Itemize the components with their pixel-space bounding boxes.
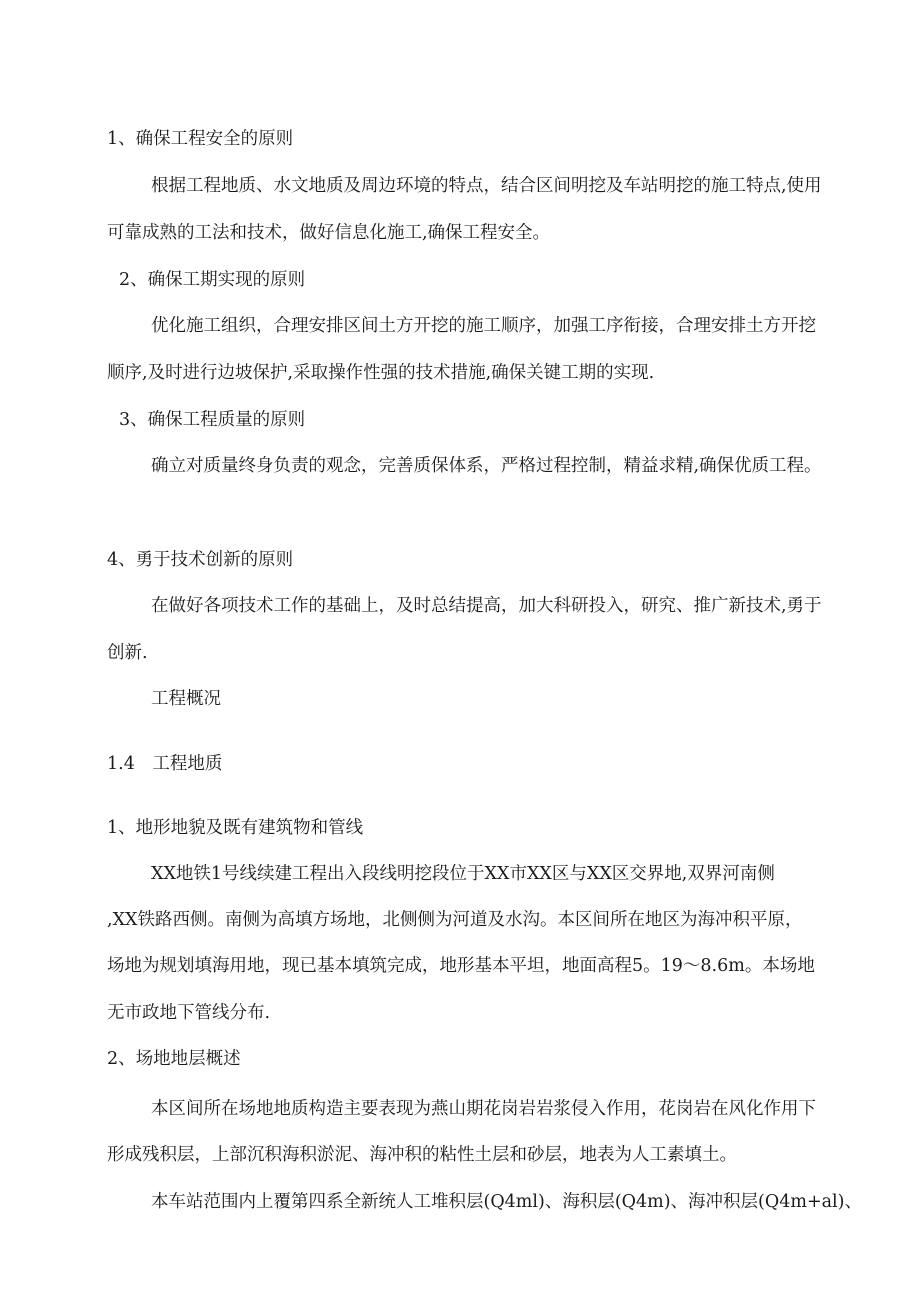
paragraph-line: 场地为规划填海用地，现已基本填筑完成，地形基本平坦，地面高程5。19～8.6m。本场地 — [107, 956, 815, 976]
paragraph-line: 确立对质量终身负责的观念，完善质保体系，严格过程控制，精益求精,确保优质工程。 — [151, 456, 822, 476]
heading-innovation-principle: 4、勇于技术创新的原则 — [107, 550, 294, 570]
paragraph-line: 根据工程地质、水文地质及周边环境的特点，结合区间明挖及车站明挖的施工特点,使用 — [151, 176, 822, 196]
heading-quality-principle: 3、确保工程质量的原则 — [119, 410, 306, 430]
section-heading-project-overview: 工程概况 — [151, 689, 221, 709]
heading-schedule-principle: 2、确保工期实现的原则 — [119, 270, 306, 290]
paragraph-line: 可靠成熟的工法和技术，做好信息化施工,确保工程安全。 — [107, 223, 551, 243]
paragraph-line: XX地铁1号线续建工程出入段线明挖段位于XX市XX区与XX区交界地,双界河南侧 — [151, 864, 775, 884]
section-heading-geology: 1.4 工程地质 — [107, 754, 223, 774]
paragraph-line: 在做好各项技术工作的基础上，及时总结提高，加大科研投入，研究、推广新技术,勇于 — [151, 596, 822, 616]
paragraph-line: 创新. — [107, 643, 148, 663]
paragraph-line: 顺序,及时进行边坡保护,采取操作性强的技术措施,确保关键工期的实现. — [107, 363, 655, 383]
heading-terrain: 1、地形地貌及既有建筑物和管线 — [107, 818, 364, 838]
heading-safety-principle: 1、确保工程安全的原则 — [107, 129, 294, 149]
paragraph-line: 无市政地下管线分布. — [107, 1003, 271, 1023]
paragraph-line: 优化施工组织，合理安排区间土方开挖的施工顺序，加强工序衔接，合理安排土方开挖 — [151, 316, 816, 336]
heading-strata-overview: 2、场地地层概述 — [107, 1049, 241, 1069]
paragraph-line: 本车站范围内上覆第四系全新统人工堆积层(Q4ml)、海积层(Q4m)、海冲积层(Q4m+al)、 — [151, 1192, 862, 1212]
paragraph-line: 形成残积层，上部沉积海积淤泥、海冲积的粘性土层和砂层，地表为人工素填土。 — [107, 1145, 737, 1165]
paragraph-line: 本区间所在场地地质构造主要表现为燕山期花岗岩岩浆侵入作用，花岗岩在风化作用下 — [151, 1099, 816, 1119]
paragraph-line: ,XX铁路西侧。南侧为高填方场地，北侧侧为河道及水沟。本区间所在地区为海冲积平原， — [107, 910, 803, 930]
